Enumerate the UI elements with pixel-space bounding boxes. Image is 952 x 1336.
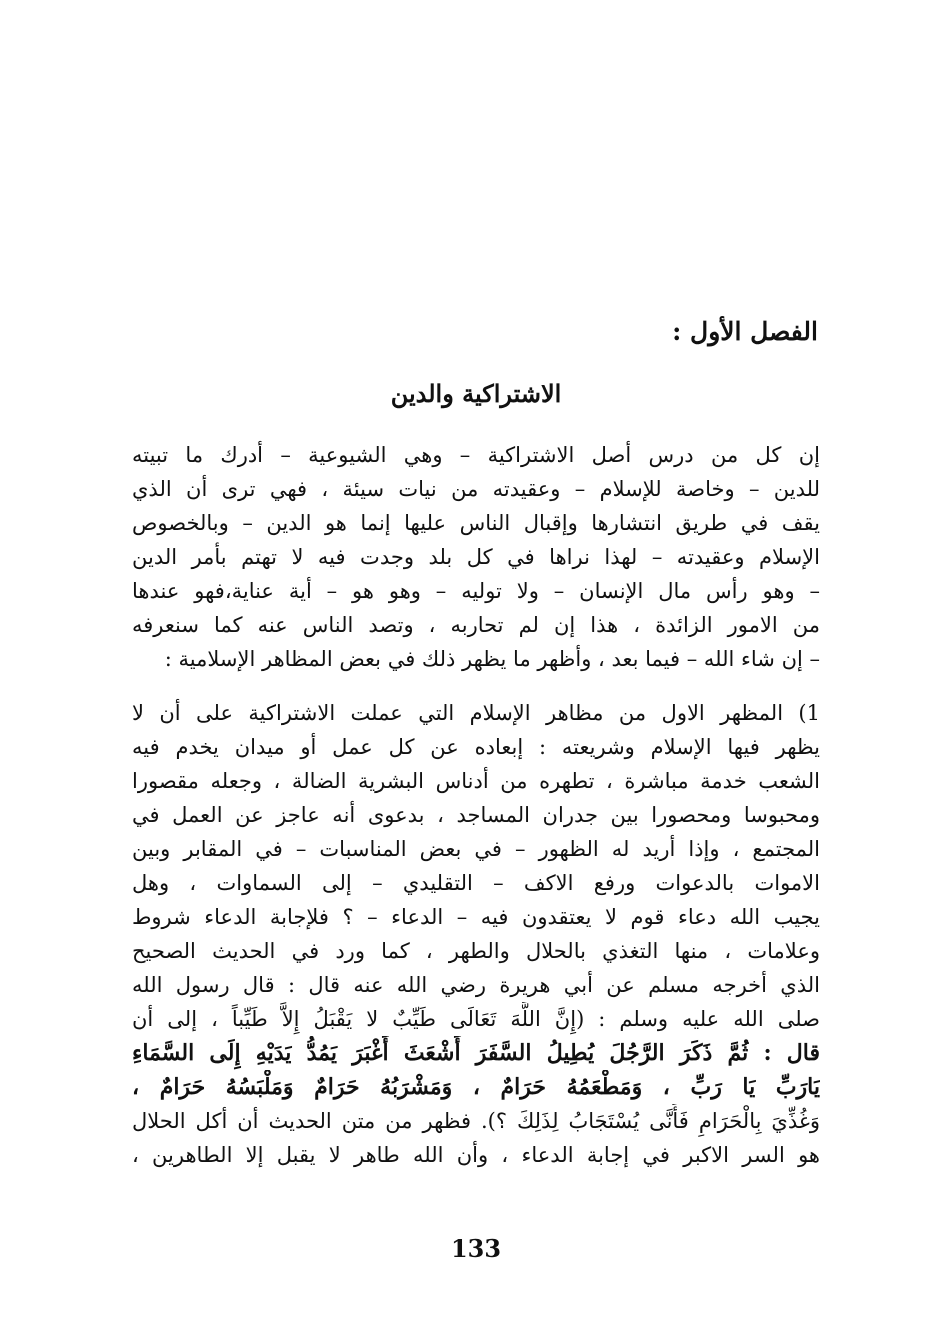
text-line: – وهو رأس مال الإنسان – ولا توليه – وهو هو – أية عناية،فهو عندها [132, 579, 820, 603]
hadith-line: قال : ثُمَّ ذَكَرَ الرَّجُلَ يُطِيلُ السَّفَرَ أَشْعَثَ أَغْبَرَ يَمُدُّ يَدَيْهِ إِلَى السَّمَاءِ [132, 1040, 820, 1066]
paragraph-intro [132, 438, 820, 676]
text-line: وعلامات ، منها التغذي بالحلال والطهر ، كما ورد في الحديث الصحيح [132, 939, 820, 963]
text-line: يظهر فيها الإسلام وشريعته : إبعاده عن كل عمل أو ميدان يخدم فيه [132, 735, 820, 759]
text-line: للدين – وخاصة للإسلام – وعقيدته من نيات سيئة ، فهي ترى أن الذي [132, 477, 820, 501]
page-number: 133 [450, 1234, 502, 1263]
hadith-line: صلى الله عليه وسلم : (إِنَّ اللَّهَ تَعَالَى طَيِّبٌ لا يَقْبَلُ إِلاَّ طَيِّباً ، إلى أن [132, 1007, 820, 1031]
chapter-label: الفصل الأول : [672, 317, 818, 346]
chapter-title: الاشتراكية والدين [390, 379, 562, 408]
text-line: – إن شاء الله – فيما بعد ، وأظهر ما يظهر ذلك في بعض المظاهر الإسلامية : [164, 647, 820, 671]
text-line: الإسلام وعقيدته – لهذا نراها في كل بلد وجدت فيه لا تهتم بأمر الدين [132, 545, 820, 569]
text-line: من الامور الزائدة ، هذا إن لم تحاربه ، وتصد الناس عنه كما سنعرفه [132, 613, 820, 637]
text-line: 1) المظهر الاول من مظاهر الإسلام التي عملت الاشتراكية على أن لا [132, 701, 820, 725]
text-line: ومحبوسا ومحصورا بين جدران المساجد ، بدعوى أنه عاجز عن العمل في [132, 803, 820, 827]
paragraph-first-aspect [132, 696, 820, 1172]
hadith-line: وَغُذِّيَ بِالْحَرَامِ فَأَنَّى يُسْتَجَابُ لِذَلِكَ ؟). فظهر من متن الحديث أن أكل الحلال [132, 1109, 820, 1133]
text-line: المجتمع ، وإذا أريد له الظهور – في بعض المناسبات – في المقابر وبين [132, 837, 820, 861]
text-line: الاموات بالدعوات ورفع الاكف – التقليدي – إلى السماوات ، وهل [132, 871, 820, 895]
text-line: الشعب خدمة مباشرة ، تطهره من أدناس البشرية الضالة ، وجعله مقصورا [132, 769, 820, 793]
text-line: هو السر الاكبر في إجابة الدعاء ، وأن الله طاهر لا يقبل إلا الطاهرين ، [132, 1143, 820, 1167]
text-line: يجيب الله دعاء قوم لا يعتقدون فيه – الدعاء – ؟ فلإجابة الدعاء شروط [132, 905, 820, 929]
text-line: الذي أخرجه مسلم عن أبي هريرة رضي الله عنه قال : قال رسول الله [132, 973, 820, 997]
hadith-line: يَارَبِّ يَا رَبِّ ، وَمَطْعَمُهُ حَرَامٌ ، وَمَشْرَبُهُ حَرَامٌ وَمَلْبَسُهُ حَرَامٌ ، [132, 1074, 820, 1100]
text-line: يقف في طريق انتشارها وإقبال الناس عليها إنما هو الدين – وبالخصوص [132, 511, 820, 535]
text-line: إن كل من درس أصل الاشتراكية – وهي الشيوعية – أدرك ما تبيته [132, 443, 820, 467]
